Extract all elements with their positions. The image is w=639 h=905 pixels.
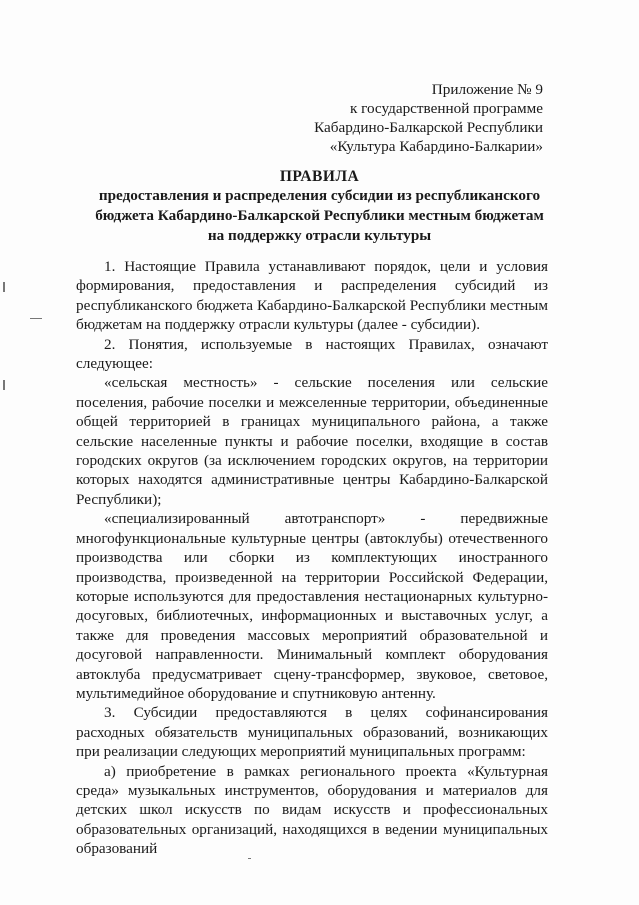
- scan-mark: [248, 858, 251, 859]
- paragraph-2: 2. Понятия, используемые в настоящих Правилах, означают следующее:: [76, 335, 548, 373]
- subtitle-line-1: предоставления и распределения субсидии из республиканского: [98, 187, 541, 204]
- subtitle-line-3: на поддержку отрасли культуры: [207, 227, 432, 244]
- definition-specialized-transport: «специализированный автотранспорт» - передвижные многофункциональные культурные центры (автоклубы) отечественного производства или сборки из комплектующих иностранного производства, произведенной на территории Российской Федерации, которые используются для предоставления нестационарных культурно-досуговых, библиотечных, информационных и выставочных услуг, а также для проведения массовых мероприятий образовательной и досуговой направленности. Минимальный комплект оборудования автоклуба предусматривает сцену-трансформер, звуковое, световое, мультимедийное оборудование и спутниковую антенну.: [76, 510, 548, 702]
- appendix-number: Приложение № 9: [431, 81, 543, 98]
- definition-rural-area: «сельская местность» - сельские поселения или сельские поселения, рабочие поселки и межселенные территории, объединенные общей территорией в границах муниципального района, а также сельские населенные пункты и рабочие поселки, входящие в состав городских округов (за исключением городских округов, на территории которых находятся административные центры Кабардино-Балкарской Республики);: [76, 374, 548, 508]
- scan-mark: [3, 380, 5, 390]
- document-body: [76, 257, 548, 859]
- paragraph-1: 1. Настоящие Правила устанавливают порядок, цели и условия формирования, предоставления и распределения субсидий из республиканского бюджета Кабардино-Балкарской Республики местным бюджетам на поддержку отрасли культуры (далее - субсидии).: [76, 258, 548, 334]
- subtitle-line-2: бюджета Кабардино-Балкарской Республики местным бюджетам: [95, 207, 544, 224]
- appendix-program-ref: к государственной программе: [349, 100, 543, 117]
- scan-mark: [3, 282, 5, 292]
- document-title: ПРАВИЛА: [279, 168, 360, 185]
- scan-mark: [30, 318, 42, 319]
- appendix-header: [314, 80, 543, 156]
- paragraph-3: 3. Субсидии предоставляются в целях софинансирования расходных обязательств муниципальных образований, возникающих при реализации следующих мероприятий муниципальных программ:: [76, 704, 548, 761]
- document-subtitle: [60, 186, 579, 246]
- appendix-program-name: «Культура Кабардино-Балкарии»: [329, 138, 543, 155]
- item-a: а) приобретение в рамках регионального проекта «Культурная среда» музыкальных инструментов, оборудования и материалов для детских школ искусств по видам искусств и профессиональных образовательных организаций, находящихся в ведении муниципальных образований: [76, 762, 548, 858]
- appendix-republic: Кабардино-Балкарской Республики: [314, 119, 543, 136]
